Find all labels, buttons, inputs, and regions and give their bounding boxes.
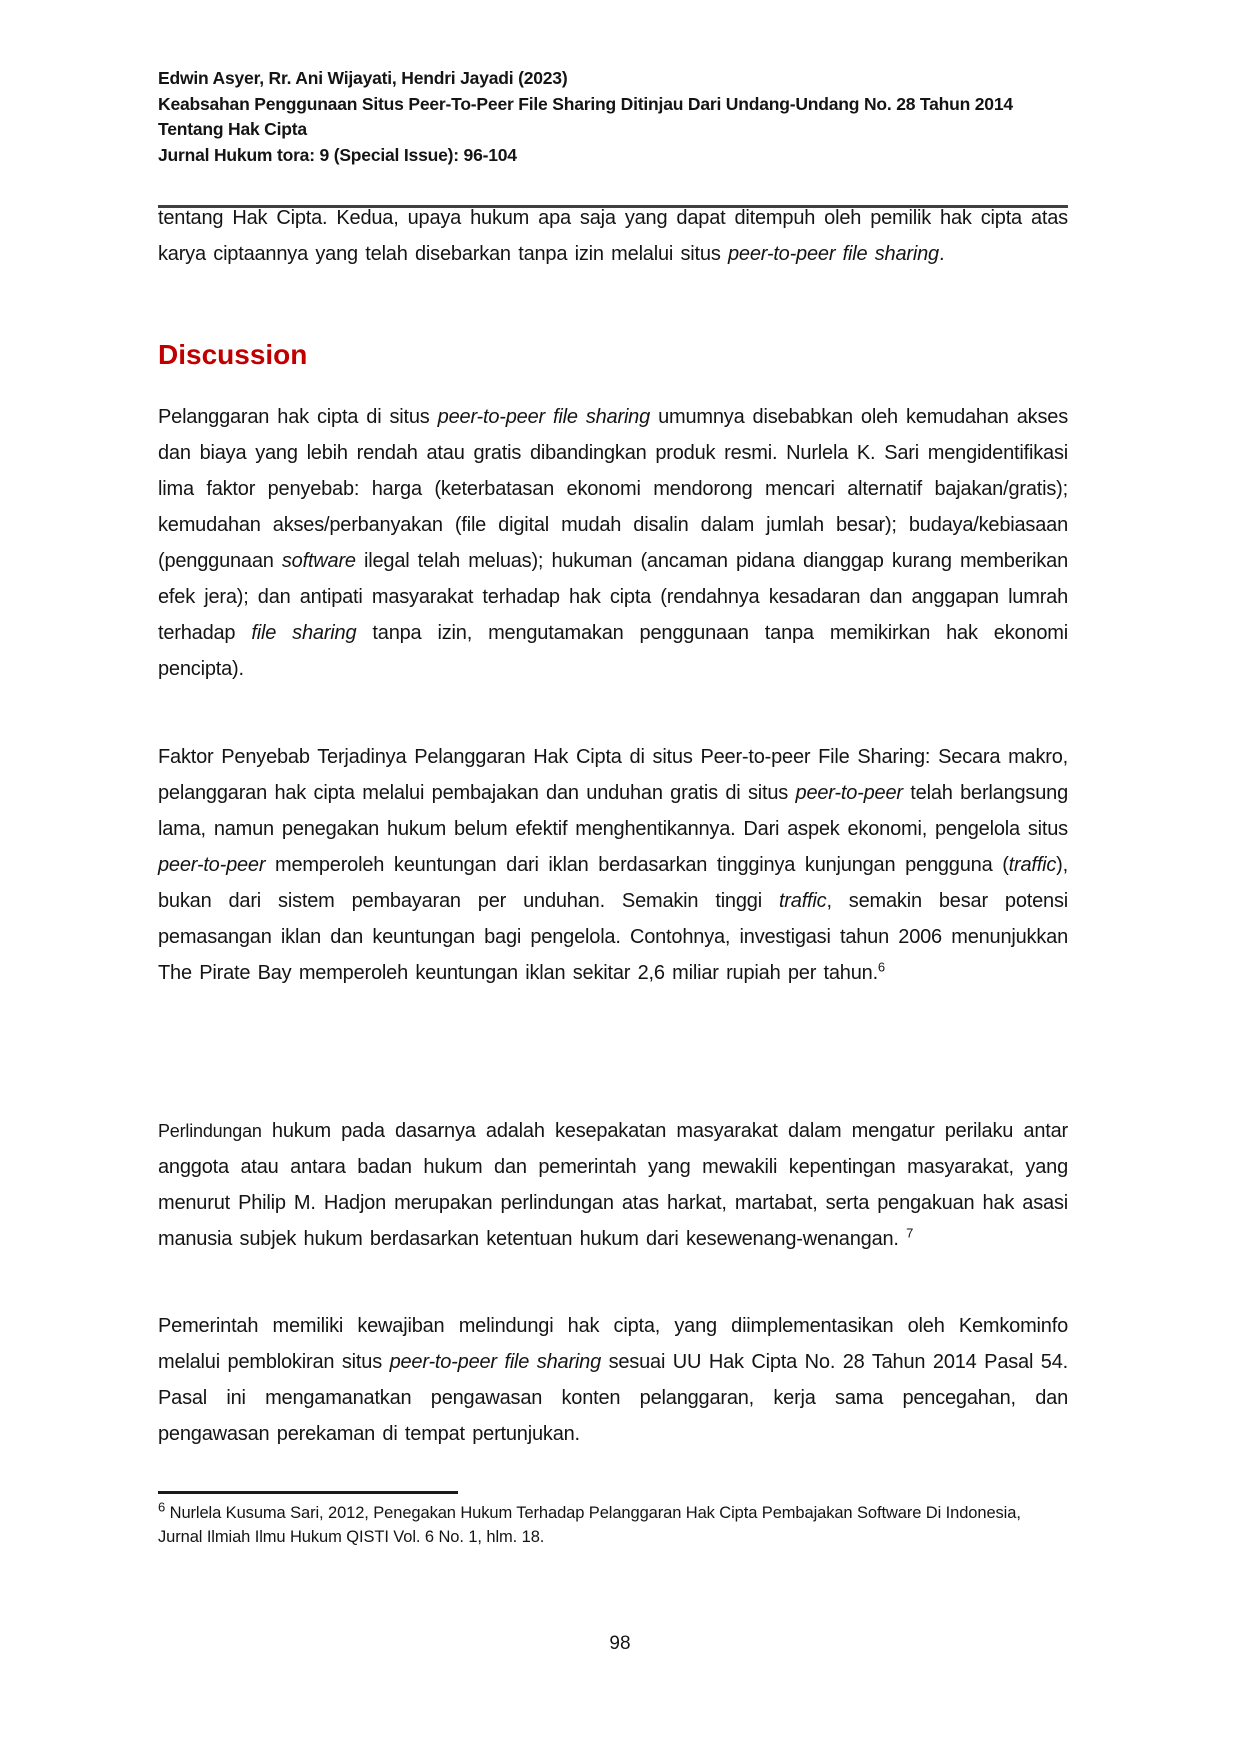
- text-segment: Faktor Penyebab Terjadinya Pelanggaran Hak Cipta di situs Peer-to-peer File Sharing: Secara makro, pelanggaran hak cipta melalui pembajakan dan unduhan gratis di situs: [158, 746, 1068, 804]
- text-segment: ilegal telah meluas); hukuman (ancaman pidana dianggap kurang memberikan efek jera); dan antipati masyarakat terhadap hak cipta (rendahnya kesadaran dan anggapan lumrah terhadap: [158, 550, 1068, 644]
- text-segment: Pemerintah memiliki kewajiban melindungi hak cipta, yang diimplementasikan oleh Kemkominfo melalui pemblokiran situs: [158, 1315, 1068, 1373]
- text-segment: , semakin besar potensi pemasangan iklan dan keuntungan bagi pengelola. Contohnya, investigasi tahun 2006 menunjukkan The Pirate Bay memperoleh keuntungan iklan sekitar 2,6 miliar rupiah per tahun.: [158, 890, 1069, 984]
- text-segment: hukum pada dasarnya adalah kesepakatan masyarakat dalam mengatur perilaku antar anggota atau antara badan hukum dan pemerintah yang mewakili kepentingan masyarakat, yang menurut Philip M. Hadjon merupakan perlindungan atas harkat, martabat, serta pengakuan hak asasi manusia subjek hukum berdasarkan ketentuan hukum dari kesewenang-wenangan.: [158, 1120, 1068, 1250]
- paragraph-intro: [158, 200, 1068, 272]
- paragraph-causes: [158, 399, 1068, 687]
- text-segment: Perlindungan: [158, 1121, 262, 1141]
- page-header: [158, 66, 1068, 168]
- italic-text-segment: peer-to-peer: [158, 854, 266, 876]
- paragraph-factors: [158, 739, 1068, 991]
- italic-text-segment: software: [281, 550, 356, 572]
- footnote: [158, 1499, 1068, 1549]
- paragraph-government: [158, 1308, 1068, 1452]
- footnote-marker: 6: [158, 1499, 166, 1515]
- italic-text-segment: peer-to-peer file sharing: [389, 1351, 601, 1373]
- header-title: Keabsahan Penggunaan Situs Peer-To-Peer File Sharing Ditinjau Dari Undang-Undang No. 28 Tahun 2014 Tentang Hak Cipta: [158, 93, 1013, 139]
- italic-text-segment: traffic: [1008, 854, 1057, 876]
- page-number: 98: [609, 1633, 631, 1654]
- italic-text-segment: traffic: [778, 890, 827, 912]
- text-segment: tentang Hak Cipta. Kedua, upaya hukum apa saja yang dapat ditempuh oleh pemilik hak cipta atas karya ciptaannya yang telah disebarkan tanpa izin melalui situs: [158, 207, 1068, 265]
- footnote-divider-rule: [158, 1491, 458, 1494]
- footnote-reference-6: 6: [877, 959, 885, 975]
- italic-text-segment: peer-to-peer file sharing: [727, 243, 939, 265]
- text-segment: memperoleh keuntungan dari iklan berdasarkan tingginya kunjungan pengguna (: [265, 854, 1009, 876]
- italic-text-segment: peer-to-peer: [795, 782, 903, 804]
- text-segment: Pelanggaran hak cipta di situs: [158, 406, 438, 428]
- text-segment: umumnya disebabkan oleh kemudahan akses dan biaya yang lebih rendah atau gratis dibandingkan produk resmi. Nurlela K. Sari mengidentifikasi lima faktor penyebab: harga (keterbatasan ekonomi mendorong mencari alternatif bajakan/gratis); kemudahan akses/perbanyakan (file digital mudah disalin dalam jumlah besar); budaya/kebiasaan (penggunaan: [158, 406, 1068, 572]
- text-segment: .: [938, 243, 945, 265]
- text-segment: tanpa izin, mengutamakan penggunaan tanpa memikirkan hak ekonomi pencipta).: [158, 622, 1069, 680]
- paragraph-protection: [158, 1113, 1068, 1257]
- footnote-reference-7: 7: [906, 1225, 914, 1241]
- section-heading-discussion: Discussion: [158, 339, 308, 370]
- header-journal: Jurnal Hukum tora: 9 (Special Issue): 96-104: [158, 144, 517, 165]
- text-segment: telah berlangsung lama, namun penegakan hukum belum efektif menghentikannya. Dari aspek ekonomi, pengelola situs: [158, 782, 1068, 840]
- text-segment: ), bukan dari sistem pembayaran per unduhan. Semakin tinggi: [158, 854, 1068, 912]
- italic-text-segment: file sharing: [251, 622, 357, 644]
- text-segment: sesuai UU Hak Cipta No. 28 Tahun 2014 Pasal 54. Pasal ini mengamanatkan pengawasan konten pelanggaran, kerja sama pencegahan, dan pengawasan perekaman di tempat pertunjukan.: [158, 1351, 1068, 1445]
- footnote-text: Nurlela Kusuma Sari, 2012, Penegakan Hukum Terhadap Pelanggaran Hak Cipta Pembajakan Software Di Indonesia, Jurnal Ilmiah Ilmu Hukum QISTI Vol. 6 No. 1, hlm. 18.: [158, 1504, 1021, 1546]
- header-authors: Edwin Asyer, Rr. Ani Wijayati, Hendri Jayadi (2023): [158, 68, 568, 88]
- italic-text-segment: peer-to-peer file sharing: [437, 406, 651, 428]
